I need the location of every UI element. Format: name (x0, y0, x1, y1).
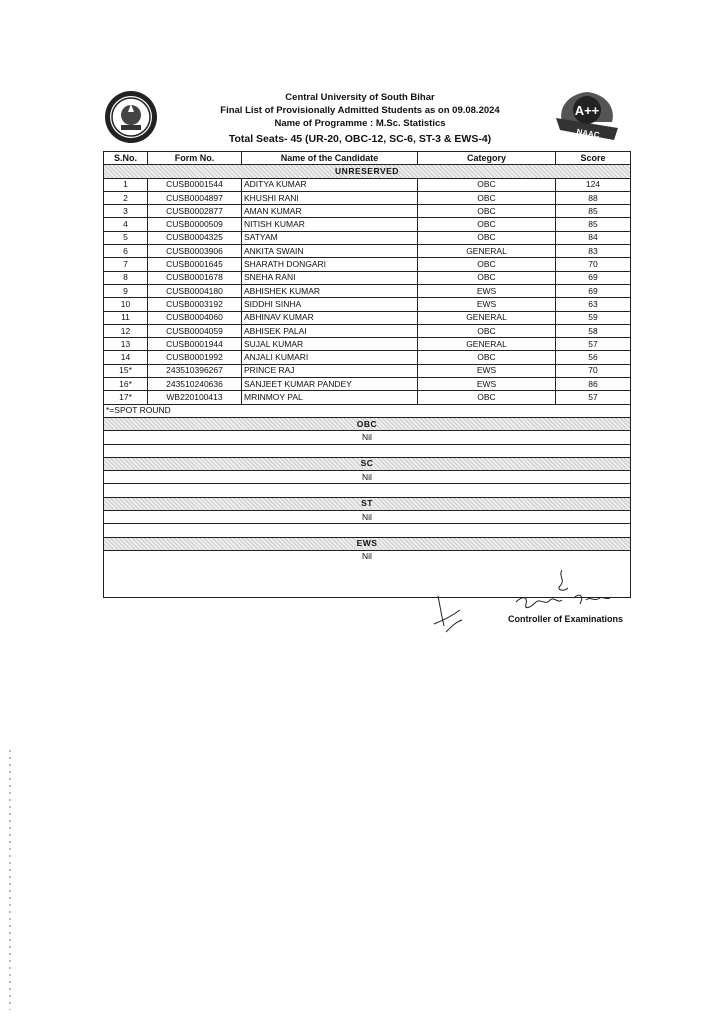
cell-category: GENERAL (418, 338, 556, 351)
cell-form: CUSB0001944 (148, 338, 242, 351)
spacer-row (104, 484, 631, 497)
section-value-ews: Nil (104, 550, 631, 597)
cell-category: EWS (418, 378, 556, 391)
cell-form: CUSB0004897 (148, 191, 242, 204)
section-value-row-sc (104, 471, 631, 484)
section-label-st: ST (104, 497, 631, 510)
cell-sno: 15* (104, 364, 148, 377)
cell-form: 243510240636 (148, 378, 242, 391)
unreserved-label: UNRESERVED (104, 165, 631, 178)
cell-sno: 12 (104, 324, 148, 337)
section-band-sc (104, 457, 631, 470)
section-value-obc: Nil (104, 431, 631, 444)
cell-form: WB220100413 (148, 391, 242, 404)
programme-name: Name of Programme : M.Sc. Statistics (274, 118, 446, 129)
cell-category: OBC (418, 205, 556, 218)
cell-form: CUSB0001645 (148, 258, 242, 271)
table-row (104, 245, 631, 258)
cell-sno: 8 (104, 271, 148, 284)
cell-sno: 10 (104, 298, 148, 311)
cell-category: OBC (418, 271, 556, 284)
cell-sno: 5 (104, 231, 148, 244)
table-row (104, 205, 631, 218)
cell-name: ABHINAV KUMAR (242, 311, 418, 324)
table-row (104, 378, 631, 391)
cell-score: 70 (556, 364, 631, 377)
cell-name: SHARATH DONGARI (242, 258, 418, 271)
cell-name: ABHISEK PALAI (242, 324, 418, 337)
cell-score: 57 (556, 338, 631, 351)
section-band-st (104, 497, 631, 510)
cell-name: PRINCE RAJ (242, 364, 418, 377)
cell-sno: 7 (104, 258, 148, 271)
cell-score: 56 (556, 351, 631, 364)
cell-name: SIDDHI SINHA (242, 298, 418, 311)
cell-score: 88 (556, 191, 631, 204)
section-value-row-obc (104, 431, 631, 444)
cell-category: OBC (418, 231, 556, 244)
cell-category: EWS (418, 298, 556, 311)
section-band-obc (104, 417, 631, 430)
cell-category: OBC (418, 191, 556, 204)
cell-form: CUSB0004059 (148, 324, 242, 337)
unreserved-band (104, 165, 631, 178)
cell-category: GENERAL (418, 245, 556, 258)
cell-form: CUSB0001678 (148, 271, 242, 284)
cell-score: 70 (556, 258, 631, 271)
cell-sno: 4 (104, 218, 148, 231)
section-band-ews (104, 537, 631, 550)
cell-sno: 17* (104, 391, 148, 404)
naac-grade-text: A++ (574, 103, 600, 118)
scan-margin-marks (9, 750, 11, 1010)
cell-score: 63 (556, 298, 631, 311)
table-row (104, 258, 631, 271)
cell-sno: 9 (104, 284, 148, 297)
table-row (104, 364, 631, 377)
cell-form: 243510396267 (148, 364, 242, 377)
controller-title: Controller of Examinations (508, 614, 624, 624)
cell-score: 86 (556, 378, 631, 391)
cell-form: CUSB0002877 (148, 205, 242, 218)
cell-score: 57 (556, 391, 631, 404)
cell-score: 83 (556, 245, 631, 258)
cell-category: GENERAL (418, 311, 556, 324)
table-header-row (104, 152, 631, 165)
university-name: Central University of South Bihar (285, 92, 435, 103)
cell-form: CUSB0004325 (148, 231, 242, 244)
table-row (104, 324, 631, 337)
cell-score: 85 (556, 218, 631, 231)
cell-score: 58 (556, 324, 631, 337)
cell-score: 69 (556, 271, 631, 284)
section-value-sc: Nil (104, 471, 631, 484)
col-header-category: Category (418, 152, 556, 165)
table-row (104, 298, 631, 311)
cell-sno: 2 (104, 191, 148, 204)
cell-name: SATYAM (242, 231, 418, 244)
cell-form: CUSB0003192 (148, 298, 242, 311)
cell-sno: 13 (104, 338, 148, 351)
list-title: Final List of Provisionally Admitted Students as on 09.08.2024 (220, 105, 500, 116)
cell-name: NITISH KUMAR (242, 218, 418, 231)
cell-sno: 3 (104, 205, 148, 218)
spacer-row (104, 524, 631, 537)
table-row (104, 191, 631, 204)
cell-name: ANKITA SWAIN (242, 245, 418, 258)
spacer-row (104, 444, 631, 457)
handwritten-signature (430, 566, 630, 636)
section-value-st: Nil (104, 511, 631, 524)
admission-table (103, 151, 631, 598)
cell-score: 84 (556, 231, 631, 244)
total-seats: Total Seats- 45 (UR-20, OBC-12, SC-6, ST-3 & EWS-4) (228, 133, 492, 145)
cell-name: KHUSHI RANI (242, 191, 418, 204)
cell-name: ANJALI KUMARI (242, 351, 418, 364)
section-label-sc: SC (104, 457, 631, 470)
section-label-obc: OBC (104, 417, 631, 430)
cell-name: MRINMOY PAL (242, 391, 418, 404)
cell-form: CUSB0003906 (148, 245, 242, 258)
cell-category: OBC (418, 218, 556, 231)
cell-form: CUSB0001992 (148, 351, 242, 364)
col-header-score: Score (556, 152, 631, 165)
col-header-sno: S.No. (104, 152, 148, 165)
cell-category: OBC (418, 258, 556, 271)
cell-name: SUJAL KUMAR (242, 338, 418, 351)
table-row (104, 338, 631, 351)
cell-sno: 6 (104, 245, 148, 258)
section-value-row-st (104, 511, 631, 524)
cell-category: OBC (418, 351, 556, 364)
cell-score: 69 (556, 284, 631, 297)
cell-form: CUSB0004060 (148, 311, 242, 324)
cell-sno: 11 (104, 311, 148, 324)
table-row (104, 271, 631, 284)
cell-category: OBC (418, 391, 556, 404)
naac-label-text: NAAC (575, 127, 601, 140)
cell-category: EWS (418, 364, 556, 377)
cell-form: CUSB0000509 (148, 218, 242, 231)
cell-name: SNEHA RANI (242, 271, 418, 284)
cell-score: 85 (556, 205, 631, 218)
cell-form: CUSB0001544 (148, 178, 242, 191)
col-header-name: Name of the Candidate (242, 152, 418, 165)
cell-name: AMAN KUMAR (242, 205, 418, 218)
cell-category: OBC (418, 324, 556, 337)
cell-sno: 16* (104, 378, 148, 391)
spot-round-note: *=SPOT ROUND (104, 404, 631, 417)
university-seal-logo (104, 90, 158, 144)
table-row (104, 311, 631, 324)
cell-score: 59 (556, 311, 631, 324)
table-row (104, 284, 631, 297)
cell-score: 124 (556, 178, 631, 191)
table-row (104, 218, 631, 231)
cell-category: EWS (418, 284, 556, 297)
cell-name: ABHISHEK KUMAR (242, 284, 418, 297)
cell-name: SANJEET KUMAR PANDEY (242, 378, 418, 391)
table-row (104, 391, 631, 404)
table-row (104, 351, 631, 364)
section-label-ews: EWS (104, 537, 631, 550)
spot-round-note-row (104, 404, 631, 417)
cell-sno: 1 (104, 178, 148, 191)
cell-form: CUSB0004180 (148, 284, 242, 297)
cell-sno: 14 (104, 351, 148, 364)
cell-name: ADITYA KUMAR (242, 178, 418, 191)
table-row (104, 178, 631, 191)
col-header-form: Form No. (148, 152, 242, 165)
naac-badge-logo (554, 88, 620, 146)
cell-category: OBC (418, 178, 556, 191)
table-row (104, 231, 631, 244)
